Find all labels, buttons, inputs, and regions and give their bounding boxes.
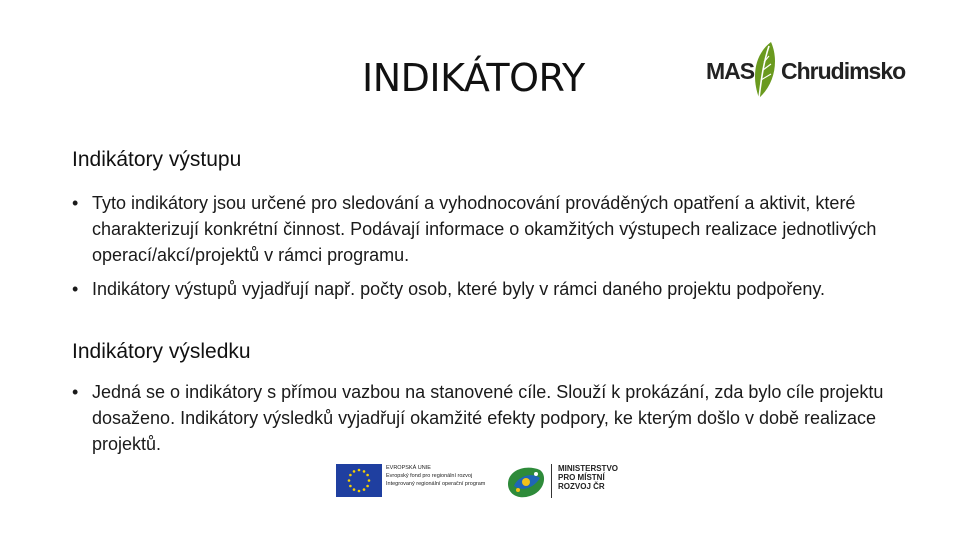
section-heading-results: Indikátory výsledku [72,340,251,363]
bullet-text: Jedná se o indikátory s přímou vazbou na stanovené cíle. Slouží k prokázání, zda bylo cíle projektu dosaženo. Indikátory výsledků vyjadřují okamžité efekty podpory, ke kterým došlo v době realizace projektů. [92,382,884,454]
list-item [72,276,892,302]
eu-text-block [386,464,501,488]
bullet-dot: • [72,279,79,299]
eu-line: EVROPSKÁ UNIE [386,465,431,471]
page-title: INDIKÁTORY [362,56,585,100]
mmr-divider [551,464,552,498]
mas-chrudimsko-logo [706,38,906,106]
eu-line: Evropský fond pro regionální rozvoj [386,473,473,479]
bullet-dot: • [72,382,79,402]
mmr-line: ROZVOJ ČR [558,482,605,491]
bullet-text: Indikátory výstupů vyjadřují např. počty osob, které byly v rámci daného projektu podpořeny. [92,279,826,299]
eu-line: Integrovaný regionální operační program [386,481,486,487]
outputs-bullet-list [72,190,892,310]
leaf-icon [749,40,779,102]
list-item [72,379,892,457]
mmr-logo-icon [504,462,548,502]
results-bullet-list [72,379,892,465]
bullet-dot: • [72,193,79,213]
mmr-line: MINISTERSTVO [558,464,619,473]
eu-flag-icon [336,464,382,497]
mmr-text-block [558,464,618,491]
footer-logos [336,462,636,502]
list-item [72,190,892,268]
section-heading-outputs: Indikátory výstupu [72,148,242,171]
logo-mas-text: MAS [706,58,755,84]
mmr-line: PRO MÍSTNÍ [558,473,605,482]
bullet-text: Tyto indikátory jsou určené pro sledování a vyhodnocování prováděných opatření a aktivit, které charakterizují konkrétní činnost. Podávají informace o okamžitých výstupech realizace jednotlivých operací/akcí/projektů v rámci programu. [92,193,877,265]
logo-name-text: Chrudimsko [781,58,906,84]
